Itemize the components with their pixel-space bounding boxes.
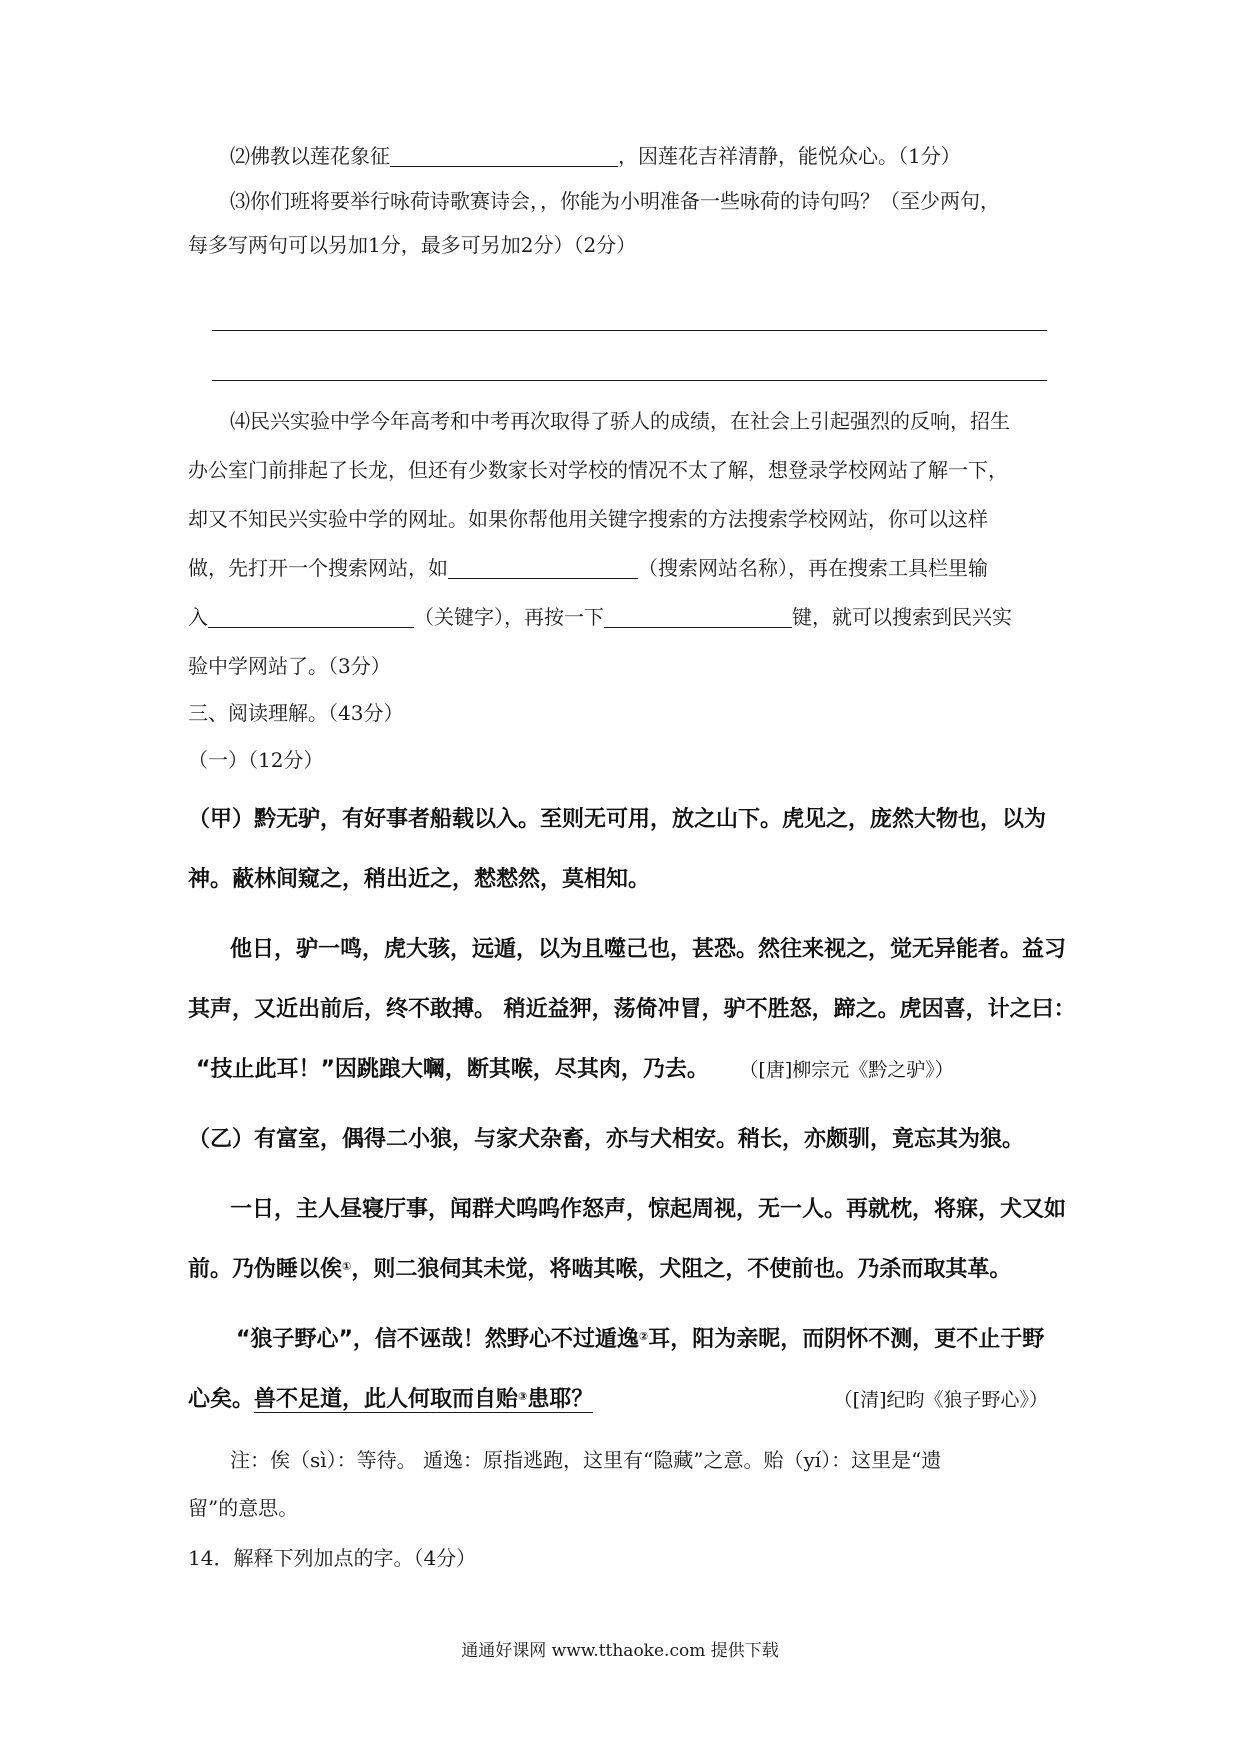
question-4-text: 入 [188, 605, 208, 629]
passage-yi-text: 耳，阳为亲昵，而阴怀不测，更不止于野 [648, 1327, 1045, 1352]
passage-jia-text: “技止此耳！”因跳踉大㘎，断其喉，尽其肉，乃去。 [196, 1057, 709, 1082]
passage-yi-line-2: 一日，主人昼寝厅事，闻群犬呜呜作怒声，惊起周视，无一人。再就枕，将寐，犬又如 [230, 1197, 1067, 1222]
part-heading: （一）（12分） [188, 748, 324, 772]
keyword-blank[interactable] [208, 605, 414, 628]
answer-line[interactable] [212, 330, 1047, 331]
passage-yi-line-3 [188, 1256, 1048, 1284]
page-footer: 通通好课网 www.tthaoke.com 提供下载 [461, 1641, 779, 1661]
underlined-text: 患耶？ [527, 1387, 594, 1412]
question-4-line-2: 办公室门前排起了长龙，但还有少数家长对学校的情况不太了解，想登录学校网站了解一下， [188, 458, 1008, 482]
passage-yi-source: （[清]纪昀《狼子野心》） [833, 1389, 1048, 1411]
question-4-text: 做，先打开一个搜索网站，如 [188, 556, 448, 580]
question-4-line-3: 却又不知民兴实验中学的网址。如果你帮他用关键字搜索的方法搜索学校网站，你可以这样 [188, 507, 988, 531]
footnote-mark: ③ [518, 1390, 528, 1403]
notes-line-2: 留”的意思。 [188, 1496, 299, 1520]
passage-yi-line-4 [236, 1326, 1096, 1354]
passage-jia-line-3: 他日，驴一鸣，虎大骇，远遁，以为且噬己也，甚恐。然往来视之，觉无异能者。益习 [230, 937, 1067, 962]
question-4-line-4 [188, 554, 1048, 582]
passage-jia-line-5 [196, 1056, 1056, 1084]
question-2 [230, 142, 1090, 170]
passage-jia-source: （[唐]柳宗元《黔之驴》） [748, 1059, 954, 1081]
notes-line-1: 注：俟（sì）：等待。 遁逸：原指逃跑，这里有“隐藏”之意。贻（yí）：这里是“遗 [230, 1448, 942, 1472]
passage-yi-text: “狼子野心”，信不诬哉！然野心不过遁逸 [236, 1327, 639, 1352]
answer-blank[interactable] [390, 144, 618, 167]
passage-yi-line-1: （乙）有富室，偶得二小狼，与家犬杂畜，亦与犬相安。稍长，亦颇驯，竟忘其为狼。 [188, 1127, 1025, 1152]
passage-yi-text: ，则二狼伺其未觉，将啮其喉，犬阻之，不使前也。乃杀而取其革。 [351, 1257, 1012, 1282]
question-2-text-before: ⑵佛教以莲花象征 [230, 144, 390, 168]
question-4-line-6: 验中学网站了。（3分） [188, 654, 391, 678]
search-site-blank[interactable] [448, 556, 638, 579]
question-4-line-5 [188, 603, 1048, 631]
footnote-mark: ② [638, 1330, 649, 1343]
question-3-line-1: ⑶你们班将要举行咏荷诗歌赛诗会，，你能为小明准备一些咏荷的诗句吗？（至少两句， [230, 189, 1000, 213]
passage-yi-line-5 [188, 1386, 1048, 1414]
question-14: 14．解释下列加点的字。（4分） [188, 1546, 477, 1570]
footnote-mark: ① [342, 1260, 352, 1273]
passage-yi-text: 前。乃伪睡以俟 [188, 1257, 343, 1282]
question-4-text: 键，就可以搜索到民兴实 [792, 605, 1012, 629]
passage-jia-line-1: （甲）黔无驴，有好事者船载以入。至则无可用，放之山下。虎见之，庞然大物也，以为 [188, 807, 1047, 832]
passage-jia-line-4: 其声，又近出前后，终不敢搏。 稍近益狎，荡倚冲冒，驴不胜怒，蹄之。虎因喜，计之曰： [188, 997, 1076, 1022]
underlined-text: 兽不足道，此人何取而自贻 [254, 1387, 519, 1412]
question-4-text: （搜索网站名称），再在搜索工具栏里输 [638, 556, 988, 580]
passage-yi-text: 心矣。 [188, 1387, 255, 1412]
section-heading: 三、阅读理解。（43分） [188, 701, 404, 725]
passage-jia-line-2: 神。蔽林间窥之，稍出近之，慭慭然，莫相知。 [188, 867, 651, 892]
underlined-sentence [254, 1387, 593, 1413]
question-4-line-1: ⑷民兴实验中学今年高考和中考再次取得了骄人的成绩，在社会上引起强烈的反响，招生 [230, 409, 1010, 433]
question-4-text: （关键字），再按一下 [414, 605, 604, 629]
answer-line[interactable] [212, 380, 1047, 381]
question-3-line-2: 每多写两句可以另加1分，最多可另加2分）（2分） [188, 233, 637, 257]
question-2-text-after: ，因莲花吉祥清静，能悦众心。（1分） [618, 144, 961, 168]
key-blank[interactable] [604, 605, 792, 628]
